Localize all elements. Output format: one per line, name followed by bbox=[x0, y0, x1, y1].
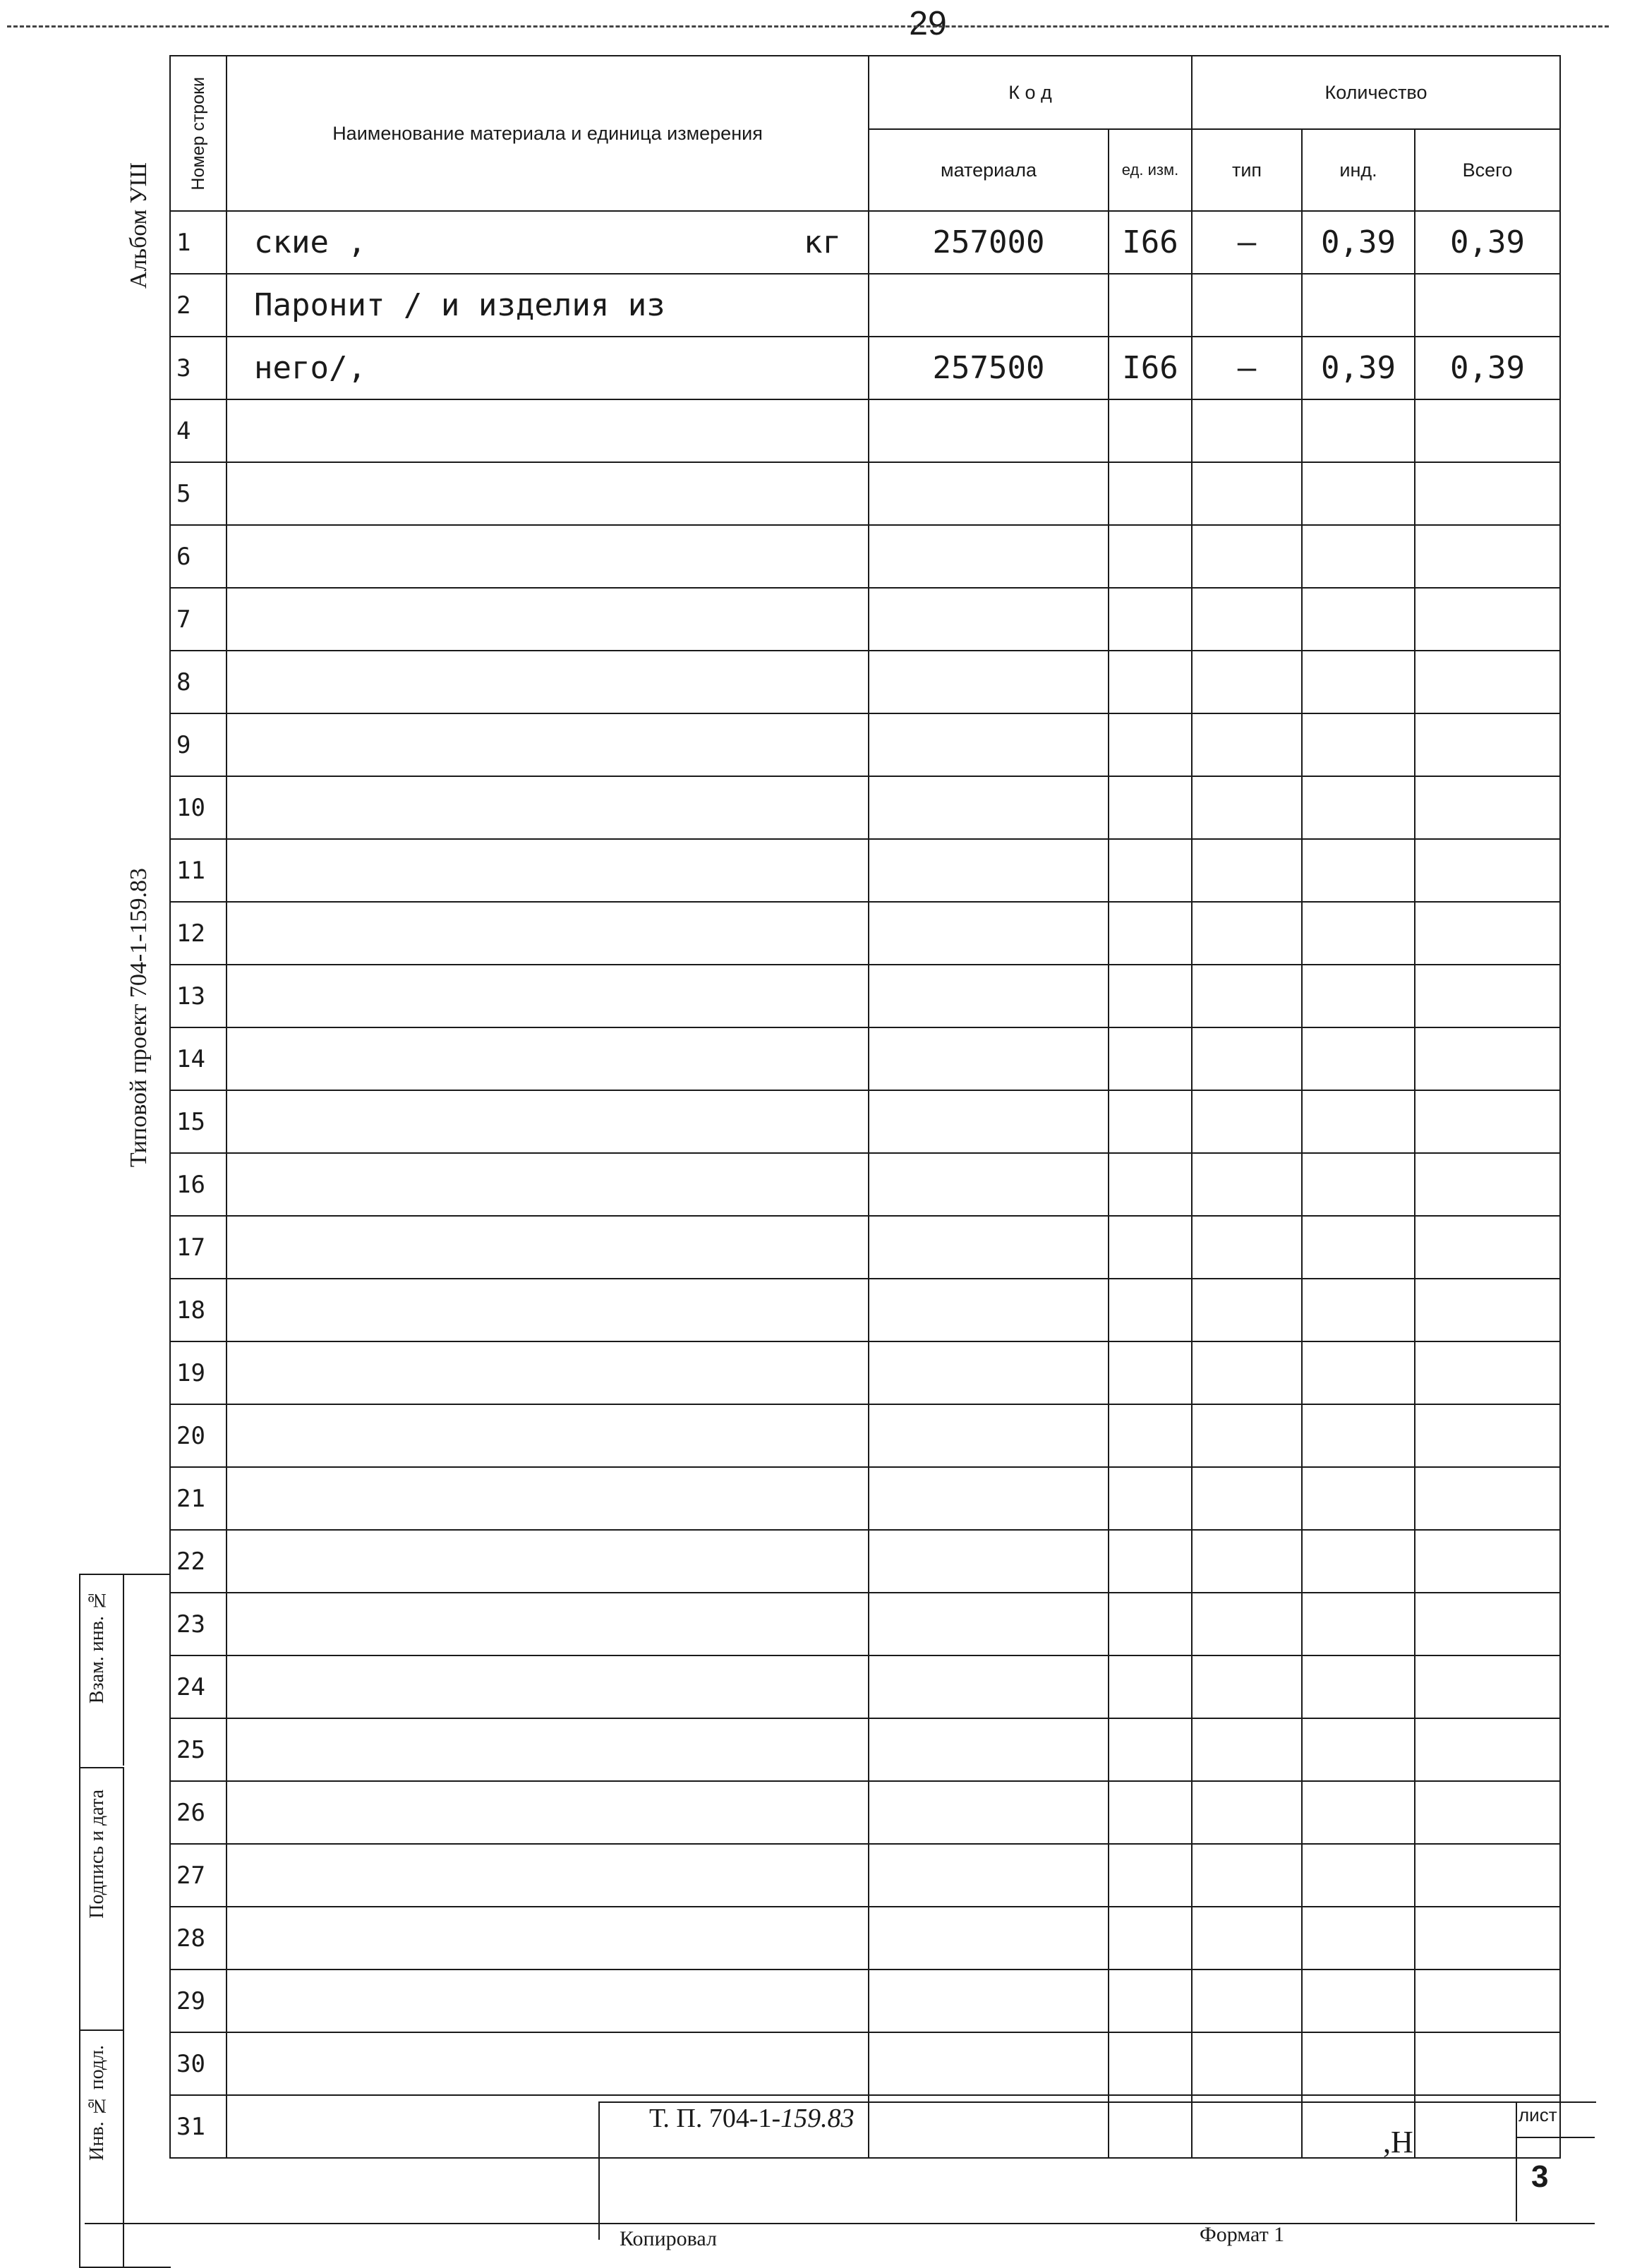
ind-quantity-cell bbox=[1302, 1153, 1415, 1216]
material-code-cell bbox=[869, 1844, 1109, 1907]
total-quantity-cell bbox=[1415, 399, 1560, 462]
table-row bbox=[170, 1216, 1560, 1279]
material-code-cell bbox=[869, 839, 1109, 902]
unit-label: кг bbox=[804, 224, 841, 260]
row-number-cell: 22 bbox=[170, 1530, 227, 1593]
unit-code-cell bbox=[1109, 588, 1192, 651]
table-row bbox=[170, 713, 1560, 776]
material-code-cell bbox=[869, 462, 1109, 525]
header-material-name: Наименование материала и единица измерения bbox=[227, 56, 869, 211]
row-number-cell: 18 bbox=[170, 1279, 227, 1341]
material-name-cell bbox=[227, 1907, 869, 1970]
material-code-cell bbox=[869, 1907, 1109, 1970]
type-cell bbox=[1192, 1216, 1302, 1279]
type-cell bbox=[1192, 2032, 1302, 2095]
table-row bbox=[170, 1467, 1560, 1530]
ind-quantity-cell bbox=[1302, 776, 1415, 839]
ind-quantity-cell bbox=[1302, 274, 1415, 337]
ind-quantity-cell bbox=[1302, 1404, 1415, 1467]
row-number-cell: 2 bbox=[170, 274, 227, 337]
material-code-cell bbox=[869, 1341, 1109, 1404]
table-row bbox=[170, 1970, 1560, 2032]
material-name-cell bbox=[227, 965, 869, 1027]
table-row bbox=[170, 1530, 1560, 1593]
table-row bbox=[170, 1341, 1560, 1404]
material-code-cell bbox=[869, 1593, 1109, 1655]
table-row bbox=[170, 462, 1560, 525]
unit-code-cell bbox=[1109, 399, 1192, 462]
header-material-code: материала bbox=[869, 129, 1109, 211]
ind-quantity-cell bbox=[1302, 399, 1415, 462]
sheet-label: лист bbox=[1519, 2104, 1557, 2125]
material-name-cell bbox=[227, 1341, 869, 1404]
ind-quantity-cell bbox=[1302, 1655, 1415, 1718]
unit-code-cell bbox=[1109, 1844, 1192, 1907]
material-name-cell bbox=[227, 1844, 869, 1907]
material-code-cell bbox=[869, 399, 1109, 462]
ind-quantity-cell bbox=[1302, 1279, 1415, 1341]
material-code-cell bbox=[869, 776, 1109, 839]
material-name-cell bbox=[227, 839, 869, 902]
ind-quantity-cell bbox=[1302, 1970, 1415, 2032]
unit-code-cell bbox=[1109, 1404, 1192, 1467]
material-code-cell bbox=[869, 1216, 1109, 1279]
stamp-signature-cell bbox=[80, 1767, 124, 2029]
unit-code-cell bbox=[1109, 1341, 1192, 1404]
unit-code-cell bbox=[1109, 1593, 1192, 1655]
row-number-cell: 4 bbox=[170, 399, 227, 462]
total-quantity-cell bbox=[1415, 525, 1560, 588]
title-block-letter: ,Н bbox=[1383, 2125, 1413, 2159]
unit-code-cell bbox=[1109, 1090, 1192, 1153]
total-quantity-cell bbox=[1415, 1467, 1560, 1530]
table-row bbox=[170, 1593, 1560, 1655]
type-cell bbox=[1192, 1718, 1302, 1781]
row-number-cell: 31 bbox=[170, 2095, 227, 2158]
total-quantity-cell bbox=[1415, 839, 1560, 902]
unit-code-cell bbox=[1109, 776, 1192, 839]
total-quantity-cell bbox=[1415, 1907, 1560, 1970]
material-code-cell bbox=[869, 902, 1109, 965]
top-dashed-rule bbox=[7, 25, 1609, 28]
total-quantity-cell bbox=[1415, 713, 1560, 776]
total-quantity-cell bbox=[1415, 1530, 1560, 1593]
header-unit-code: ед. изм. bbox=[1109, 129, 1192, 211]
table-row bbox=[170, 1907, 1560, 1970]
material-code-cell bbox=[869, 274, 1109, 337]
table-row bbox=[170, 525, 1560, 588]
table-row bbox=[170, 776, 1560, 839]
row-number-cell: 8 bbox=[170, 651, 227, 713]
row-number-cell: 25 bbox=[170, 1718, 227, 1781]
bottom-rule bbox=[85, 2223, 1595, 2224]
table-row bbox=[170, 1844, 1560, 1907]
material-name-cell bbox=[227, 1593, 869, 1655]
table-row bbox=[170, 1153, 1560, 1216]
table-row bbox=[170, 337, 1560, 399]
type-cell bbox=[1192, 1341, 1302, 1404]
row-number-cell: 3 bbox=[170, 337, 227, 399]
row-number-cell: 28 bbox=[170, 1907, 227, 1970]
material-name-cell bbox=[227, 1216, 869, 1279]
total-quantity-cell bbox=[1415, 1090, 1560, 1153]
ind-quantity-cell bbox=[1302, 588, 1415, 651]
stamp-replacement-cell bbox=[80, 1575, 124, 1766]
total-quantity-cell bbox=[1415, 1844, 1560, 1907]
total-quantity-cell bbox=[1415, 902, 1560, 965]
material-code-cell bbox=[869, 1153, 1109, 1216]
material-code-cell bbox=[869, 965, 1109, 1027]
material-code-cell bbox=[869, 1027, 1109, 1090]
unit-code-cell: I66 bbox=[1109, 211, 1192, 274]
row-number-cell: 30 bbox=[170, 2032, 227, 2095]
ind-quantity-cell bbox=[1302, 1781, 1415, 1844]
table-row bbox=[170, 211, 1560, 274]
type-cell bbox=[1192, 651, 1302, 713]
type-cell bbox=[1192, 1027, 1302, 1090]
header-type: тип bbox=[1192, 129, 1302, 211]
unit-code-cell bbox=[1109, 1907, 1192, 1970]
ind-quantity-cell bbox=[1302, 1593, 1415, 1655]
row-number-cell: 24 bbox=[170, 1655, 227, 1718]
unit-code-cell bbox=[1109, 1279, 1192, 1341]
material-name-cell bbox=[227, 588, 869, 651]
type-cell bbox=[1192, 399, 1302, 462]
material-name-cell bbox=[227, 1467, 869, 1530]
row-number-cell: 10 bbox=[170, 776, 227, 839]
material-name-cell bbox=[227, 713, 869, 776]
page-number: 29 bbox=[909, 5, 947, 42]
table-row bbox=[170, 839, 1560, 902]
unit-code-cell bbox=[1109, 965, 1192, 1027]
unit-code-cell bbox=[1109, 1153, 1192, 1216]
row-number-cell: 12 bbox=[170, 902, 227, 965]
table-row bbox=[170, 1090, 1560, 1153]
type-cell bbox=[1192, 902, 1302, 965]
margin-stamp bbox=[79, 1574, 171, 2268]
total-quantity-cell bbox=[1415, 1341, 1560, 1404]
row-number-cell: 13 bbox=[170, 965, 227, 1027]
type-cell bbox=[1192, 1090, 1302, 1153]
header-quantity: Количество bbox=[1192, 56, 1560, 129]
table-row bbox=[170, 1781, 1560, 1844]
material-code-cell bbox=[869, 713, 1109, 776]
type-cell bbox=[1192, 525, 1302, 588]
unit-code-cell: I66 bbox=[1109, 337, 1192, 399]
material-code-cell bbox=[869, 1467, 1109, 1530]
table-row bbox=[170, 1718, 1560, 1781]
type-cell bbox=[1192, 1593, 1302, 1655]
total-quantity-cell: 0,39 bbox=[1415, 211, 1560, 274]
table-row bbox=[170, 1404, 1560, 1467]
type-cell bbox=[1192, 1530, 1302, 1593]
row-number-cell: 21 bbox=[170, 1467, 227, 1530]
unit-code-cell bbox=[1109, 651, 1192, 713]
table-row bbox=[170, 1655, 1560, 1718]
ind-quantity-cell bbox=[1302, 1341, 1415, 1404]
ind-quantity-cell bbox=[1302, 1530, 1415, 1593]
table-body bbox=[170, 211, 1560, 2158]
row-number-cell: 9 bbox=[170, 713, 227, 776]
stamp-original-label: Инв. № подл. bbox=[86, 2045, 108, 2161]
material-name-cell: него/, bbox=[227, 337, 869, 399]
title-block-code: Т. П. 704-1-159.83 bbox=[649, 2104, 855, 2133]
row-number-cell: 7 bbox=[170, 588, 227, 651]
total-quantity-cell bbox=[1415, 274, 1560, 337]
unit-code-cell bbox=[1109, 1027, 1192, 1090]
material-name-cell bbox=[227, 1279, 869, 1341]
material-name-cell bbox=[227, 2032, 869, 2095]
ind-quantity-cell bbox=[1302, 1718, 1415, 1781]
unit-code-cell bbox=[1109, 1718, 1192, 1781]
type-cell bbox=[1192, 274, 1302, 337]
material-code-cell bbox=[869, 1404, 1109, 1467]
material-name-cell bbox=[227, 651, 869, 713]
format-label: Формат 1 bbox=[1200, 2223, 1285, 2246]
material-code-cell bbox=[869, 1279, 1109, 1341]
row-number-cell: 26 bbox=[170, 1781, 227, 1844]
table-row bbox=[170, 2032, 1560, 2095]
material-code-cell: 257000 bbox=[869, 211, 1109, 274]
ind-quantity-cell: 0,39 bbox=[1302, 337, 1415, 399]
ind-quantity-cell bbox=[1302, 1844, 1415, 1907]
row-number-cell: 29 bbox=[170, 1970, 227, 2032]
header-code: К о д bbox=[869, 56, 1192, 129]
total-quantity-cell bbox=[1415, 1153, 1560, 1216]
material-code-cell: 257500 bbox=[869, 337, 1109, 399]
type-cell bbox=[1192, 1781, 1302, 1844]
header-ind: инд. bbox=[1302, 129, 1415, 211]
material-name-cell bbox=[227, 1153, 869, 1216]
row-number-cell: 27 bbox=[170, 1844, 227, 1907]
material-name-cell bbox=[227, 1027, 869, 1090]
unit-code-cell bbox=[1109, 525, 1192, 588]
unit-code-cell bbox=[1109, 1216, 1192, 1279]
unit-code-cell bbox=[1109, 902, 1192, 965]
header-row-number: Номер строки bbox=[170, 56, 227, 211]
unit-code-cell bbox=[1109, 1655, 1192, 1718]
type-cell: – bbox=[1192, 337, 1302, 399]
unit-code-cell bbox=[1109, 713, 1192, 776]
total-quantity-cell bbox=[1415, 1593, 1560, 1655]
type-cell bbox=[1192, 713, 1302, 776]
unit-code-cell bbox=[1109, 2032, 1192, 2095]
table-row bbox=[170, 274, 1560, 337]
type-cell bbox=[1192, 1970, 1302, 2032]
material-name-cell bbox=[227, 1718, 869, 1781]
total-quantity-cell bbox=[1415, 965, 1560, 1027]
unit-code-cell bbox=[1109, 839, 1192, 902]
stamp-original-cell bbox=[80, 2029, 124, 2268]
row-number-cell: 1 bbox=[170, 211, 227, 274]
type-cell bbox=[1192, 965, 1302, 1027]
type-cell bbox=[1192, 1279, 1302, 1341]
ind-quantity-cell bbox=[1302, 1027, 1415, 1090]
ind-quantity-cell bbox=[1302, 965, 1415, 1027]
material-code-cell bbox=[869, 651, 1109, 713]
material-name-cell bbox=[227, 1404, 869, 1467]
material-code-cell bbox=[869, 1090, 1109, 1153]
row-number-cell: 16 bbox=[170, 1153, 227, 1216]
row-number-cell: 23 bbox=[170, 1593, 227, 1655]
material-code-cell bbox=[869, 1718, 1109, 1781]
ind-quantity-cell bbox=[1302, 651, 1415, 713]
material-name-cell bbox=[227, 525, 869, 588]
total-quantity-cell: 0,39 bbox=[1415, 337, 1560, 399]
total-quantity-cell bbox=[1415, 462, 1560, 525]
type-cell bbox=[1192, 588, 1302, 651]
ind-quantity-cell bbox=[1302, 1090, 1415, 1153]
ind-quantity-cell bbox=[1302, 902, 1415, 965]
unit-code-cell bbox=[1109, 274, 1192, 337]
material-name-cell bbox=[227, 1530, 869, 1593]
row-number-cell: 6 bbox=[170, 525, 227, 588]
ind-quantity-cell bbox=[1302, 2032, 1415, 2095]
header-total: Всего bbox=[1415, 129, 1560, 211]
total-quantity-cell bbox=[1415, 651, 1560, 713]
unit-code-cell bbox=[1109, 1970, 1192, 2032]
table-row bbox=[170, 651, 1560, 713]
row-number-cell: 15 bbox=[170, 1090, 227, 1153]
stamp-signature-label: Подпись и дата bbox=[86, 1790, 108, 1919]
album-label: Альбом УШ bbox=[126, 162, 152, 289]
material-code-cell bbox=[869, 588, 1109, 651]
material-name-cell bbox=[227, 399, 869, 462]
total-quantity-cell bbox=[1415, 1216, 1560, 1279]
total-quantity-cell bbox=[1415, 1970, 1560, 2032]
material-name-cell bbox=[227, 902, 869, 965]
row-number-cell: 14 bbox=[170, 1027, 227, 1090]
material-code-cell bbox=[869, 1530, 1109, 1593]
total-quantity-cell bbox=[1415, 1027, 1560, 1090]
row-number-cell: 17 bbox=[170, 1216, 227, 1279]
type-cell bbox=[1192, 462, 1302, 525]
type-cell bbox=[1192, 1844, 1302, 1907]
table-row bbox=[170, 965, 1560, 1027]
type-cell bbox=[1192, 1404, 1302, 1467]
total-quantity-cell bbox=[1415, 1655, 1560, 1718]
material-code-cell bbox=[869, 1655, 1109, 1718]
material-table bbox=[169, 55, 1561, 2159]
row-number-cell: 20 bbox=[170, 1404, 227, 1467]
ind-quantity-cell bbox=[1302, 713, 1415, 776]
sheet-number: 3 bbox=[1531, 2159, 1549, 2194]
total-quantity-cell bbox=[1415, 776, 1560, 839]
type-cell: – bbox=[1192, 211, 1302, 274]
material-name-cell bbox=[227, 1781, 869, 1844]
table-row bbox=[170, 588, 1560, 651]
ind-quantity-cell bbox=[1302, 1907, 1415, 1970]
material-name-cell bbox=[227, 1970, 869, 2032]
ind-quantity-cell bbox=[1302, 525, 1415, 588]
total-quantity-cell bbox=[1415, 588, 1560, 651]
ind-quantity-cell bbox=[1302, 839, 1415, 902]
type-cell bbox=[1192, 1907, 1302, 1970]
row-number-cell: 5 bbox=[170, 462, 227, 525]
table-row bbox=[170, 902, 1560, 965]
copied-by-label: Копировал bbox=[620, 2227, 717, 2250]
table-row bbox=[170, 1279, 1560, 1341]
material-code-cell bbox=[869, 1781, 1109, 1844]
material-name-cell bbox=[227, 462, 869, 525]
total-quantity-cell bbox=[1415, 1279, 1560, 1341]
unit-code-cell bbox=[1109, 1781, 1192, 1844]
ind-quantity-cell bbox=[1302, 462, 1415, 525]
material-code-cell bbox=[869, 525, 1109, 588]
type-cell bbox=[1192, 839, 1302, 902]
table-row bbox=[170, 1027, 1560, 1090]
ind-quantity-cell: 0,39 bbox=[1302, 211, 1415, 274]
ind-quantity-cell bbox=[1302, 1467, 1415, 1530]
project-label: Типовой проект 704-1-159.83 bbox=[126, 868, 152, 1168]
material-name-cell bbox=[227, 1655, 869, 1718]
sheet-divider bbox=[1516, 2137, 1595, 2138]
unit-code-cell bbox=[1109, 462, 1192, 525]
unit-code-cell bbox=[1109, 1530, 1192, 1593]
material-name-cell bbox=[227, 1090, 869, 1153]
material-name-cell: кг ские , bbox=[227, 211, 869, 274]
type-cell bbox=[1192, 1467, 1302, 1530]
total-quantity-cell bbox=[1415, 2032, 1560, 2095]
stamp-replacement-label: Взам. инв. № bbox=[86, 1589, 108, 1704]
row-number-cell: 11 bbox=[170, 839, 227, 902]
unit-code-cell bbox=[1109, 1467, 1192, 1530]
material-code-cell bbox=[869, 1970, 1109, 2032]
type-cell bbox=[1192, 1153, 1302, 1216]
row-number-cell: 19 bbox=[170, 1341, 227, 1404]
total-quantity-cell bbox=[1415, 1404, 1560, 1467]
table-row bbox=[170, 399, 1560, 462]
type-cell bbox=[1192, 776, 1302, 839]
total-quantity-cell bbox=[1415, 1781, 1560, 1844]
material-name-cell: Паронит / и изделия из bbox=[227, 274, 869, 337]
total-quantity-cell bbox=[1415, 1718, 1560, 1781]
material-name-cell bbox=[227, 776, 869, 839]
material-code-cell bbox=[869, 2032, 1109, 2095]
type-cell bbox=[1192, 1655, 1302, 1718]
ind-quantity-cell bbox=[1302, 1216, 1415, 1279]
